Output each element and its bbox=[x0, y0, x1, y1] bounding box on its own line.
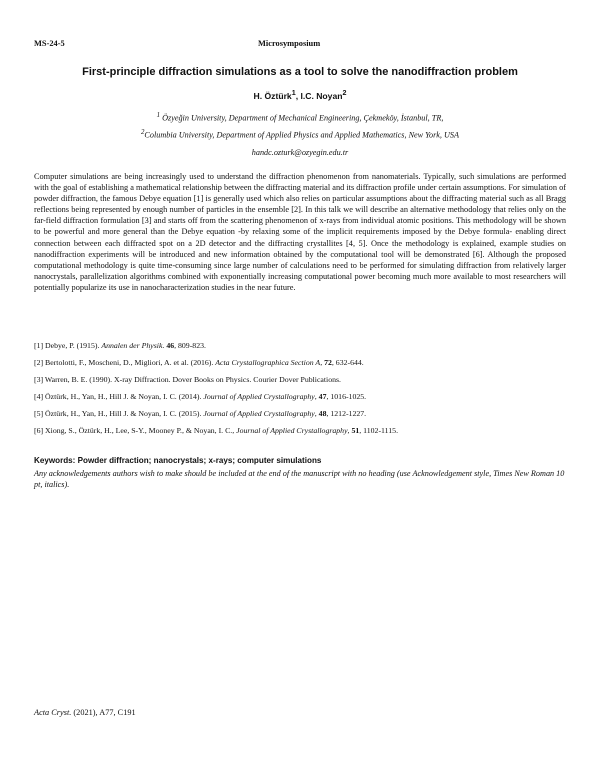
reference-sep: , bbox=[320, 358, 325, 367]
author-list bbox=[0, 89, 600, 101]
paper-title: First-principle diffraction simulations as a tool to solve the nanodiffraction problem bbox=[82, 66, 518, 78]
author-2: I.C. Noyan bbox=[300, 90, 343, 101]
author-1: H. Öztürk bbox=[253, 90, 292, 101]
reference-text: [1] Debye, P. (1915). bbox=[34, 341, 102, 350]
affiliation-2 bbox=[0, 129, 600, 140]
reference-journal: Journal of Applied Crystallography bbox=[203, 392, 315, 401]
section-label: Microsymposium bbox=[258, 39, 321, 48]
reference-item bbox=[34, 425, 566, 442]
reference-sep: , bbox=[314, 409, 319, 418]
author-2-affiliation-mark: 2 bbox=[342, 89, 347, 97]
reference-pages: , 1212-1227. bbox=[326, 409, 367, 418]
reference-text: [3] Warren, B. E. (1990). X-ray Diffraction. Dover Books on Physics. Courier Dover Publications. bbox=[34, 375, 342, 384]
reference-volume: 46 bbox=[166, 341, 175, 350]
affiliation-1 bbox=[0, 112, 600, 123]
reference-journal: Journal of Applied Crystallography bbox=[236, 426, 348, 435]
footer-journal: Acta Cryst. bbox=[34, 708, 72, 717]
reference-text: [6] Xiong, S., Öztürk, H., Lee, S-Y., Mooney P., & Noyan, I. C., bbox=[34, 426, 237, 435]
reference-journal: Annalen der Physik bbox=[101, 341, 163, 350]
reference-item bbox=[34, 340, 566, 357]
abstract-body: Computer simulations are being increasingly used to understand the diffraction phenomenon from nanomaterials. Typically, such simulations are performed with the goal of establishing a mathematical relationship between the diffracting material and its diffraction profile under certain assumptions. For simulation of powder diffraction, the famous Debye equation [1] is generally used which also relies on particular assumptions about the diffracting material such as all Bragg reflections being represented by enough number of particles in the ensemble [2]. In this talk we will describe an alternative methodology that relies only on the far-field diffraction formulation [3] and starts off from the scattering phenomenon of x-rays from individual atomic positions. This methodology will be shown to be powerful and more general than the Debye equation -by relaxing some of the implicit requirements imposed by the Debye formula- enabling direct connection between each diffracted spot on a 2D detector and the diffracting crystallites [4, 5]. Once the methodology is explained, example studies on nanodiffraction experiments will be introduced and new information obtained by the computational tool will be demonstrated [6]. Although the proposed computational methodology is quite time-consuming since large number of calculations need to be performed for simulating diffraction from relatively larger nanocrystals, parallelization algorithms combined with exponentially increasing computational power becoming much more available to most researchers will potentially popularize its use in nanocharacterization studies in the near future. bbox=[34, 172, 566, 292]
keywords: Keywords: Powder diffraction; nanocrystals; x-rays; computer simulations bbox=[34, 456, 322, 465]
reference-text: [5] Öztürk, H., Yan, H., Hill J. & Noyan, I. C. (2015). bbox=[34, 409, 204, 418]
page-footer bbox=[34, 708, 136, 717]
affiliation-1-text: Özyeğin University, Department of Mechanical Engineering, Çekmeköy, İstanbul, TR, bbox=[160, 113, 444, 123]
reference-journal: Journal of Applied Crystallography bbox=[203, 409, 315, 418]
reference-list bbox=[34, 340, 566, 442]
reference-text: [2] Bertolotti, F., Moscheni, D., Migliori, A. et al. (2016). bbox=[34, 358, 216, 367]
reference-sep: . bbox=[162, 341, 167, 350]
acknowledgement-note: Any acknowledgements authors wish to make should be included at the end of the manuscript with no heading (use Acknowledgement style, Times New Roman 10 pt, italics). bbox=[34, 469, 565, 489]
contact-email[interactable]: handc.ozturk@ozyegin.edu.tr bbox=[251, 148, 349, 157]
reference-pages: , 809-823. bbox=[174, 341, 206, 350]
reference-pages: , 632-644. bbox=[331, 358, 364, 367]
reference-item bbox=[34, 357, 566, 374]
affiliation-2-mark: 2 bbox=[140, 129, 145, 136]
reference-journal: Acta Crystallographica Section A bbox=[215, 358, 321, 367]
reference-pages: , 1102-1115. bbox=[359, 426, 399, 435]
reference-item bbox=[34, 408, 566, 425]
reference-sep: , bbox=[347, 426, 352, 435]
reference-sep: , bbox=[314, 392, 319, 401]
reference-item bbox=[34, 391, 566, 408]
reference-text: [4] Öztürk, H., Yan, H., Hill J. & Noyan, I. C. (2014). bbox=[34, 392, 204, 401]
reference-volume: 48 bbox=[318, 409, 327, 418]
reference-item bbox=[34, 374, 566, 391]
reference-pages: , 1016-1025. bbox=[326, 392, 367, 401]
affiliation-2-text: Columbia University, Department of Applied Physics and Applied Mathematics, New York, USA bbox=[144, 130, 459, 140]
reference-volume: 51 bbox=[351, 426, 360, 435]
abstract-code: MS-24-5 bbox=[34, 39, 65, 48]
author-1-affiliation-mark: 1 bbox=[291, 89, 296, 97]
author-separator: , bbox=[295, 90, 301, 101]
reference-volume: 47 bbox=[318, 392, 327, 401]
reference-volume: 72 bbox=[324, 358, 332, 367]
footer-citation: (2021), A77, C191 bbox=[71, 708, 136, 717]
affiliation-1-mark: 1 bbox=[156, 112, 161, 119]
